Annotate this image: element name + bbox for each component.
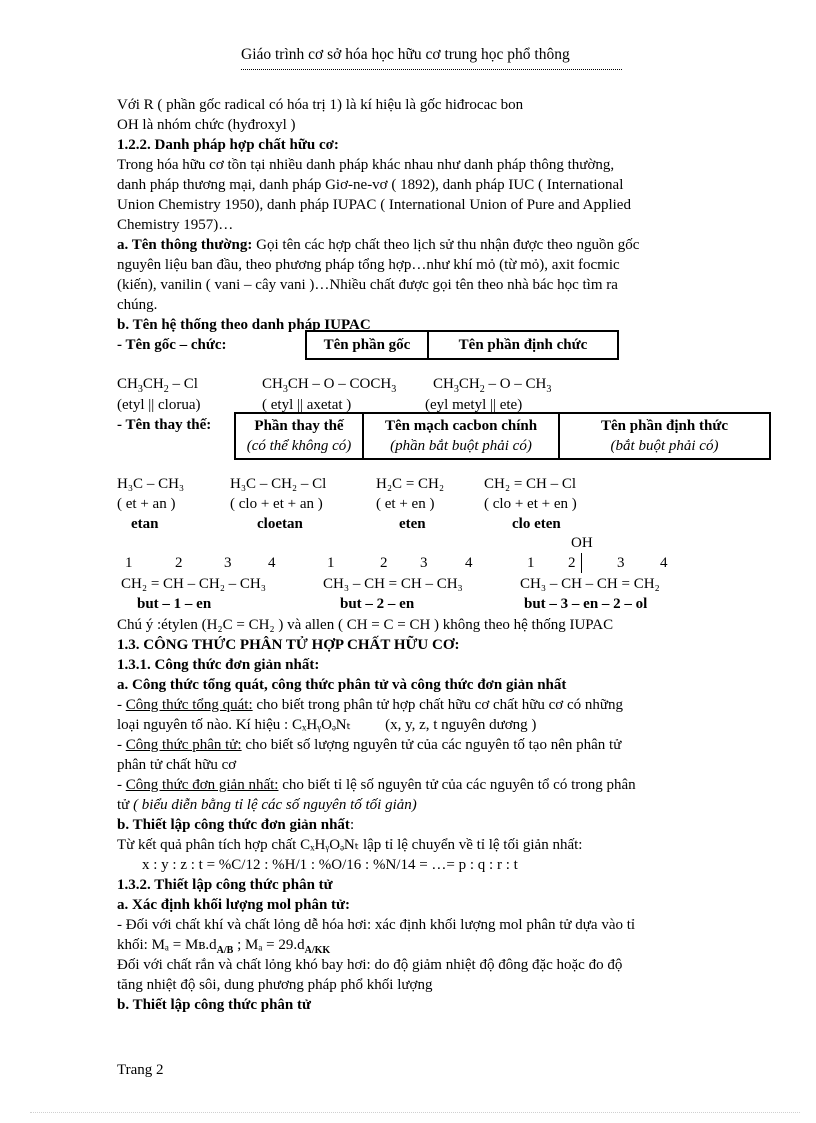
- simplest-formula-line-1: [117, 775, 636, 795]
- carbon-number: 4: [465, 555, 473, 571]
- carbon-number: 2: [568, 555, 576, 571]
- paragraph-r: Với R ( phần gốc radical có hóa trị 1) là kí hiệu là gốc hiđrocac bon: [117, 97, 524, 113]
- solid-line-1: Đối với chất rắn và chất lỏng khó bay hơi: do độ giảm nhiệt độ đông đặc hoặc đo độ: [117, 957, 623, 973]
- intro-line-2: danh pháp thương mại, danh pháp Giơ-ne-vơ ( 1892), danh pháp IUC ( International: [117, 177, 624, 193]
- heading-1-3-1: 1.3.1. Công thức đơn giản nhất:: [117, 657, 320, 673]
- parts-ethane: ( et + an ): [117, 496, 176, 512]
- common-name-text: Gọi tên các hợp chất theo lịch sử thu nhận được theo nguồn gốc: [252, 237, 640, 253]
- footer-rule: [30, 1112, 800, 1113]
- formula-but-1-en: CH₂ = CH – CH₂ – CH₃: [121, 576, 266, 592]
- carbon-number: 1: [527, 555, 535, 571]
- formula-ethane: H₃C – CH₃: [117, 476, 185, 492]
- dash: -: [117, 697, 126, 713]
- dash: -: [117, 777, 126, 793]
- heading-colon: :: [349, 817, 355, 833]
- formula-ethyl-methyl-ether: $CH_3CH_2$ – O – $CH_3$: [433, 376, 552, 395]
- intro-line-4: Chemistry 1957)…: [117, 217, 234, 233]
- formula-ethyl-chloride: $CH_3CH_2$ – Cl: [117, 376, 198, 395]
- formula-chloroethene: CH₂ = CH – Cl: [484, 476, 577, 492]
- carbon-number: 4: [268, 555, 276, 571]
- carbon-number: 2: [380, 555, 388, 571]
- name-ethyl-methyl-ether: (eyl metyl || ete): [425, 397, 523, 413]
- page-header: Giáo trình cơ sở hóa học hữu cơ trung học phổ thông: [241, 46, 570, 63]
- parts-chloroethane: ( clo + et + an ): [230, 496, 323, 512]
- substitution-box: [234, 412, 771, 460]
- molar-mass-air-formula: ; Mₐ = 29.d: [233, 937, 305, 953]
- intro-line-3: Union Chemistry 1950), danh pháp IUPAC ( International Union of Pure and Applied: [117, 197, 631, 213]
- common-name-label: a. Tên thông thường:: [117, 237, 253, 253]
- gas-line-2: [117, 935, 330, 957]
- name-ethyl-chloride: (etyl || clorua): [117, 397, 201, 413]
- intro-line-1: Trong hóa hữu cơ tồn tại nhiều danh pháp khác nhau như danh pháp thông thường,: [117, 157, 615, 173]
- molecular-formula-line-2: phân tử chất hữu cơ: [117, 757, 237, 773]
- solid-line-2: tăng nhiệt độ sôi, dung phương pháp phổ khối lượng: [117, 977, 433, 993]
- substituent-cell: Phần thay thế (có thể không có): [246, 418, 352, 454]
- general-formula-symbol-intro: loại nguyên tố nào. Kí hiệu :: [117, 717, 292, 733]
- note-line: Chú ý :étylen (H₂C = CH₂ ) và allen ( CH = C = CH ) không theo hệ thống IUPAC: [117, 617, 614, 633]
- carbon-number: 3: [420, 555, 428, 571]
- heading-1-2-2: 1.2.2. Danh pháp hợp chất hữu cơ:: [117, 137, 339, 153]
- molecular-formula-text: cho biết số lượng nguyên tử của các nguyên tố tạo nên phân tử: [241, 737, 622, 753]
- name-butenol: but – 3 – en – 2 – ol: [524, 596, 648, 612]
- function-part-cell: Tên phần định chức: [427, 332, 617, 358]
- parts-ethene: ( et + en ): [376, 496, 435, 512]
- heading-1-3: 1.3. CÔNG THỨC PHÂN TỬ HỢP CHẤT HỮU CƠ:: [117, 637, 460, 653]
- hydroxyl-group: OH: [571, 535, 593, 551]
- name-chloroethane: cloetan: [257, 516, 303, 532]
- heading-1-3-2-a: a. Xác định khối lượng mol phân tử:: [117, 897, 351, 913]
- general-formula-line-2: [117, 715, 536, 735]
- radical-part-cell: Tên phần gốc: [323, 337, 411, 353]
- general-formula-text: cho biết trong phân tử hợp chất hữu cơ chất hữu cơ có những: [252, 697, 624, 713]
- name-ethyl-acetate: ( etyl || axetat ): [262, 397, 352, 413]
- gas-line-1: - Đối với chất khí và chất lỏng dễ hóa hơi: xác định khối lượng mol phân tử dựa vào tỉ: [117, 917, 636, 933]
- name-chloroethene: clo eten: [512, 516, 561, 532]
- general-formula-line-1: [117, 695, 623, 715]
- simplest-formula-line-2: [117, 795, 417, 815]
- analysis-line: Từ kết quả phân tích hợp chất CₓHᵧOₔNₜ lập tỉ lệ chuyển về tỉ lệ tối giản nhất:: [117, 837, 583, 853]
- common-name-line-4: chúng.: [117, 297, 158, 313]
- header-rule: [241, 69, 622, 70]
- name-ethane: etan: [131, 516, 159, 532]
- page-number: Trang 2: [117, 1062, 164, 1078]
- molecular-formula-label: Công thức phân tử:: [125, 737, 242, 753]
- general-formula-symbol: CₓHᵧOₔNₜ: [291, 717, 352, 733]
- formula-ethyl-acetate: $CH_3CH$ – O – $COCH_3$: [262, 376, 397, 395]
- heading-1-3-1-b: [117, 815, 354, 835]
- carbon-number: 2: [175, 555, 183, 571]
- general-formula-label: Công thức tổng quát:: [125, 697, 253, 713]
- ratio-equation: x : y : z : t = %C/12 : %H/1 : %O/16 : %N/14 = …= p : q : r : t: [142, 857, 518, 873]
- iupac-heading: b. Tên hệ thống theo danh pháp IUPAC: [117, 317, 371, 333]
- main-chain-cell: Tên mạch cacbon chính (phần bắt buột phải có): [362, 414, 558, 458]
- density-subscript: A/B: [216, 945, 234, 956]
- common-name-line-3: (kiến), vanilin ( vani – cây vani )…Nhiều chất được gọi tên theo nhà bác học tìm ra: [117, 277, 618, 293]
- heading-1-3-1-b-text: b. Thiết lập công thức đơn giản nhất: [117, 817, 350, 833]
- air-density-subscript: A/KK: [304, 945, 331, 956]
- substitution-label: - Tên thay thế:: [117, 417, 212, 433]
- simplest-formula-label: Công thức đơn giản nhất:: [125, 777, 279, 793]
- formula-ethene: H₂C = CH₂: [376, 476, 445, 492]
- formula-butenol: CH₃ – CH – CH = CH₂: [520, 576, 660, 592]
- molar-mass-formula: khối: Mₐ = Mʙ.d: [117, 937, 217, 953]
- carbon-number: 1: [327, 555, 335, 571]
- name-but-1-en: but – 1 – en: [137, 596, 212, 612]
- radical-function-box: [305, 330, 619, 360]
- functional-suffix-cell: Tên phần định thức (bắt buột phải có): [558, 414, 769, 458]
- carbon-number: 3: [224, 555, 232, 571]
- hydroxyl-bond: [581, 553, 582, 573]
- heading-1-3-2-b: b. Thiết lập công thức phân tử: [117, 997, 312, 1013]
- parts-chloroethene: ( clo + et + en ): [484, 496, 577, 512]
- carbon-number: 4: [660, 555, 668, 571]
- general-formula-note: (x, y, z, t nguyên dương ): [385, 717, 537, 733]
- common-name-line-2: nguyên liệu ban đầu, theo phương pháp tổng hợp…như khí mỏ (từ mỏ), axit focmic: [117, 257, 620, 273]
- dash: -: [117, 737, 126, 753]
- name-but-2-en: but – 2 – en: [340, 596, 415, 612]
- paragraph-oh: OH là nhóm chức (hyđroxyl ): [117, 117, 296, 133]
- carbon-number: 3: [617, 555, 625, 571]
- molecular-formula-line-1: [117, 735, 621, 755]
- simplest-formula-note: ( biểu diễn bằng tỉ lệ các số nguyên tố tối giản): [133, 797, 417, 813]
- formula-chloroethane: H₃C – CH₂ – Cl: [230, 476, 327, 492]
- name-ethene: eten: [399, 516, 426, 532]
- formula-but-2-en: CH₃ – CH = CH – CH₃: [323, 576, 463, 592]
- carbon-number: 1: [125, 555, 133, 571]
- heading-1-3-2: 1.3.2. Thiết lập công thức phân tử: [117, 877, 333, 893]
- simplest-formula-text: cho biết tỉ lệ số nguyên tử của các nguyên tổ có trong phân: [278, 777, 636, 793]
- common-name-line-1: [117, 235, 639, 255]
- heading-1-3-1-a: a. Công thức tổng quát, công thức phân tử và công thức đơn giản nhất: [117, 677, 567, 693]
- simplest-formula-prefix: tử: [117, 797, 134, 813]
- radical-function-label: - Tên gốc – chức:: [117, 337, 227, 353]
